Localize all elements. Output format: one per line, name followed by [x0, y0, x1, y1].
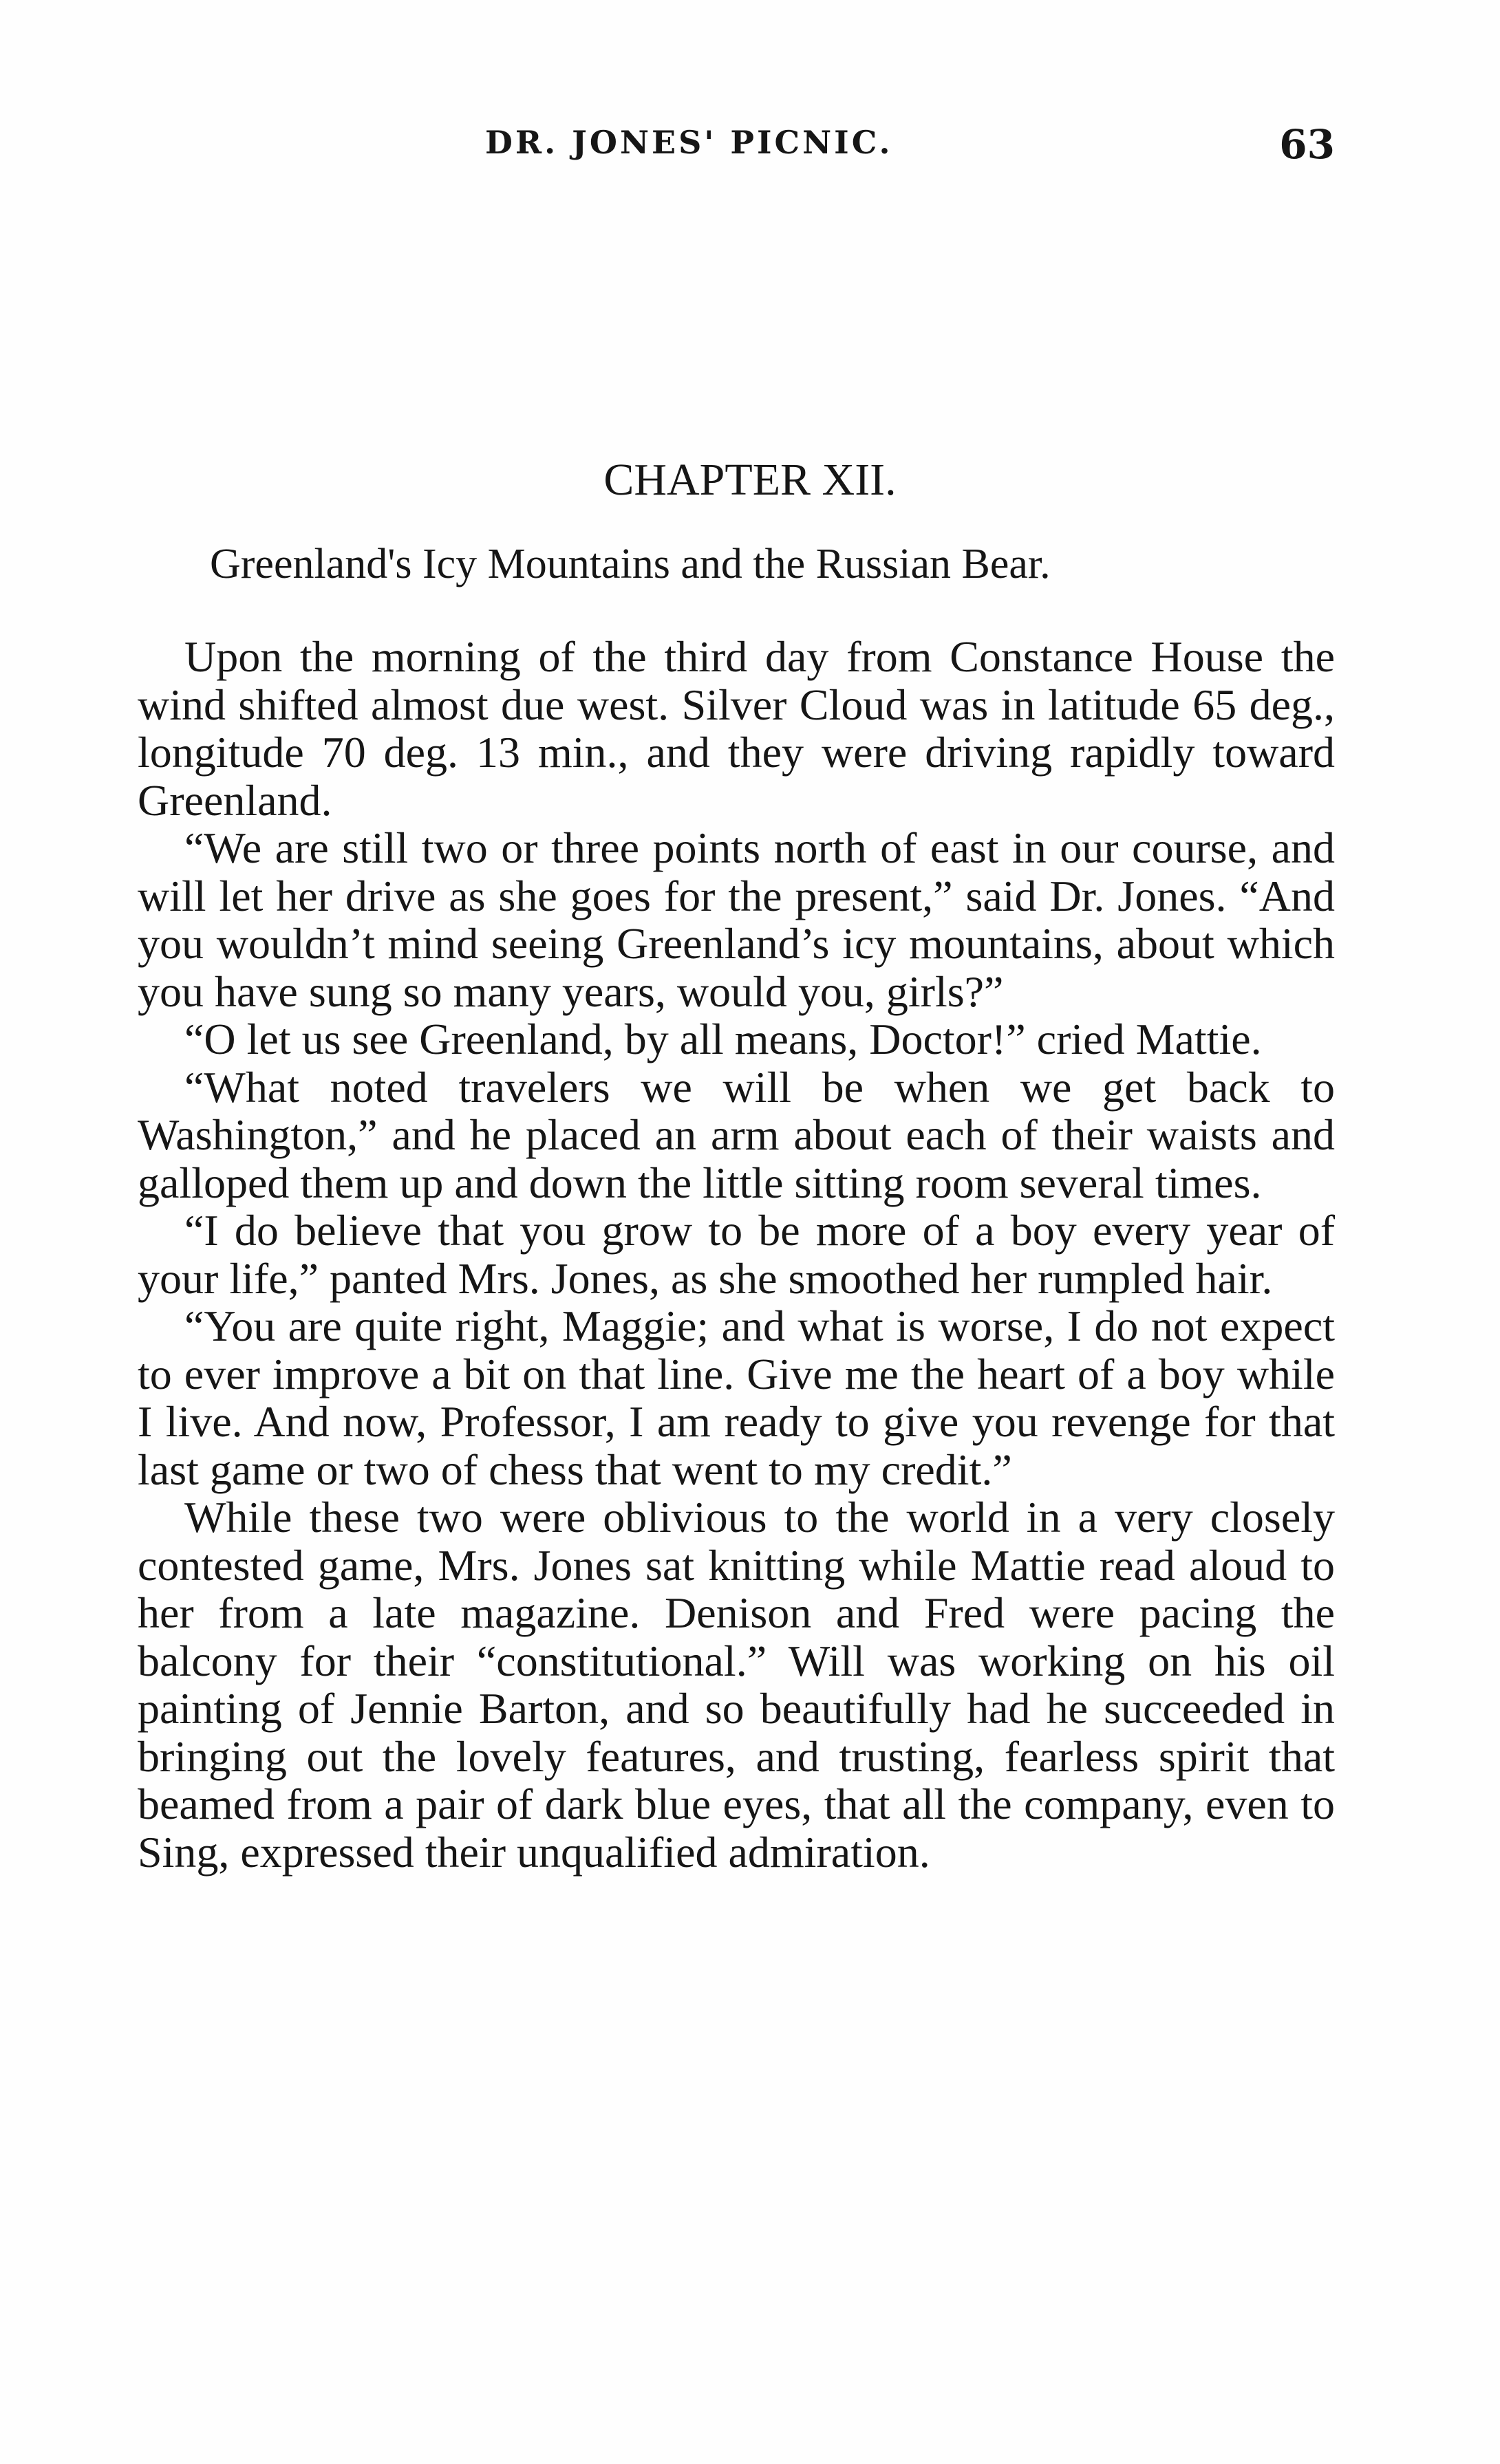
- paragraph: “O let us see Greenland, by all means, Doctor!” cried Mattie.: [184, 1015, 1262, 1063]
- paragraph: Upon the morning of the third day from Constance House the wind shifted almost due west. Silver Cloud was in latitude 65 deg., longitude 70 deg. 13 min., and they were driving rapidly toward Greenland.: [138, 632, 1335, 825]
- paragraph: “What noted travelers we will be when we get back to Washington,” and he placed an arm about each of their waists and galloped them up and down the little sitting room several times.: [138, 1062, 1335, 1207]
- paragraph: While these two were oblivious to the world in a very closely contested game, Mrs. Jones sat knitting while Mattie read aloud to her from a late magazine. Denison and Fred were pacing the balcony for their “constitutional.” Will was working on his oil painting of Jennie Barton, and so beautifully had he succeeded in bringing out the lovely features, and trusting, fearless spirit that beamed from a pair of dark blue eyes, that all the company, even to Sing, expressed their unqualified admiration.: [138, 1493, 1335, 1877]
- paragraph: “You are quite right, Maggie; and what is worse, I do not expect to ever improve a bit on that line. Give me the heart of a boy while I live. And now, Professor, I am ready to give you revenge for that last game or two of chess that went to my credit.”: [138, 1301, 1335, 1494]
- page-number: 63: [1279, 121, 1335, 168]
- running-title: DR. JONES' PICNIC.: [485, 124, 893, 161]
- running-head: [138, 121, 1335, 179]
- paragraph: “I do believe that you grow to be more of a boy every year of your life,” panted Mrs. Jones, as she smoothed her rumpled hair.: [138, 1206, 1335, 1303]
- paragraph: “We are still two or three points north of east in our course, and will let her drive as she goes for the present,” said Dr. Jones. “And you wouldn’t mind seeing Greenland’s icy mountains, about which you have sung so many years, would you, girls?”: [138, 823, 1335, 1016]
- chapter-heading: CHAPTER XII.: [603, 455, 897, 505]
- chapter-subtitle: Greenland's Icy Mountains and the Russian Bear.: [210, 541, 1051, 587]
- chapter-body: [138, 633, 1335, 1876]
